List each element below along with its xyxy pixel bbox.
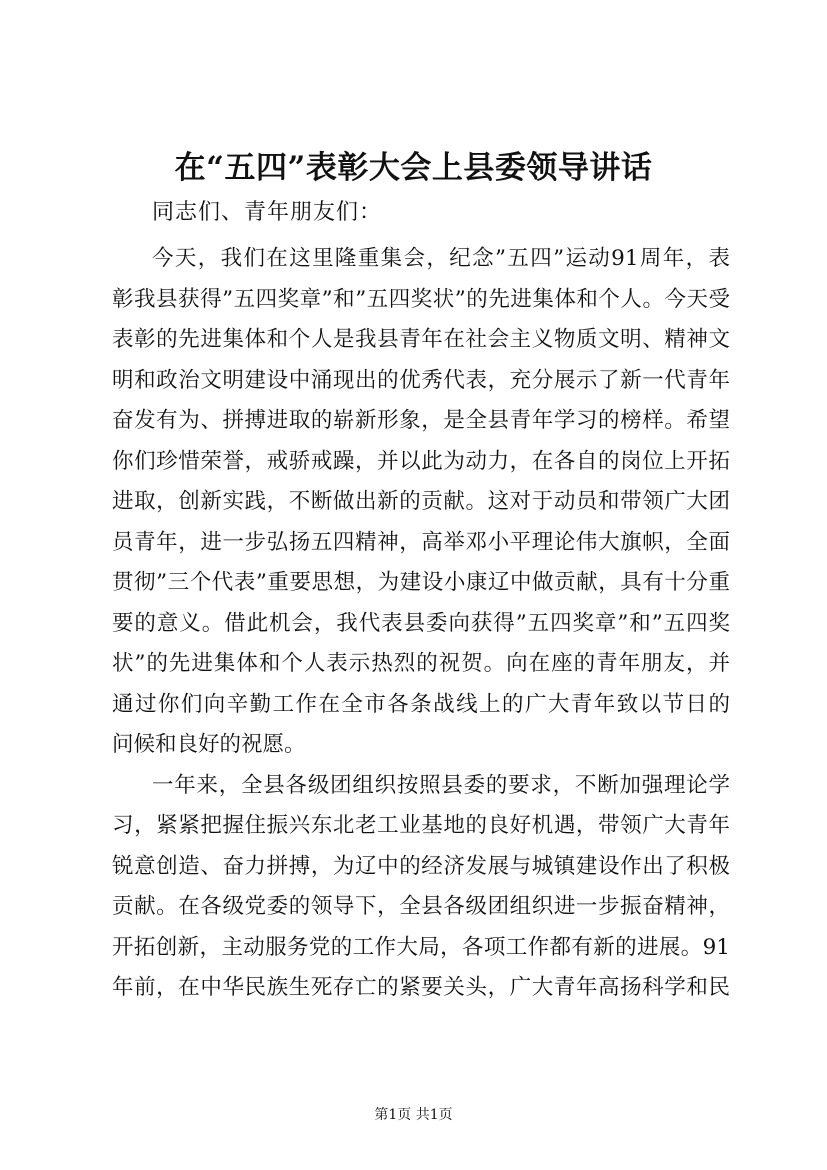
paragraph-1-line: 员青年，进一步弘扬五四精神，高举邓小平理论伟大旗帜，全面 [112, 529, 730, 555]
paragraph-1-line: 问候和良好的祝愿。 [112, 732, 306, 757]
paragraph-1-line: 明和政治文明建设中涌现出的优秀代表，充分展示了新一代青年 [112, 367, 730, 393]
paragraph-1-line: 进取，创新实践，不断做出新的贡献。这对于动员和带领广大团 [112, 489, 730, 514]
paragraph-1-line: 今天，我们在这里隆重集会，纪念”五四”运动91周年，表 [152, 246, 730, 271]
paragraph-1-line: 表彰的先进集体和个人是我县青年在社会主义物质文明、精神文 [112, 327, 730, 352]
paragraph-1-line: 你们珍惜荣誉，戒骄戒躁，并以此为动力，在各自的岗位上开拓 [112, 448, 730, 474]
paragraph-2-line: 贡献。在各级党委的领导下，全县各级团组织进一步振奋精神， [112, 894, 730, 919]
paragraph-1-line: 彰我县获得”五四奖章”和”五四奖状”的先进集体和个人。今天受 [112, 286, 730, 312]
paragraph-2-line: 锐意创造、奋力拼搏，为辽中的经济发展与城镇建设作出了积极 [112, 853, 730, 879]
paragraph-2-line: 年前，在中华民族生死存亡的紧要关头，广大青年高扬科学和民 [112, 975, 730, 1000]
paragraph-1-line: 状”的先进集体和个人表示热烈的祝贺。向在座的青年朋友，并 [112, 651, 730, 676]
paragraph-2-line: 习，紧紧把握住振兴东北老工业基地的良好机遇，带领广大青年 [112, 813, 730, 838]
greeting-line: 同志们、青年朋友们： [152, 200, 383, 225]
paragraph-1-line: 通过你们向辛勤工作在全市各条战线上的广大青年致以节日的 [112, 691, 730, 717]
document-title: 在“五四”表彰大会上县委领导讲话 [174, 150, 653, 186]
paragraph-1-line: 奋发有为、拼搏进取的崭新形象，是全县青年学习的榜样。希望 [112, 408, 730, 433]
paragraph-2-line: 开拓创新，主动服务党的工作大局，各项工作都有新的进展。91 [112, 934, 730, 960]
paragraph-2-line: 一年来，全县各级团组织按照县委的要求，不断加强理论学 [152, 772, 730, 798]
document-body [112, 239, 730, 1009]
page-number-footer: 第1页 共1页 [374, 1107, 453, 1123]
paragraph-1-line: 要的意义。借此机会，我代表县委向获得”五四奖章”和”五四奖 [112, 610, 730, 636]
paragraph-1-line: 贯彻”三个代表”重要思想，为建设小康辽中做贡献，具有十分重 [112, 570, 730, 595]
